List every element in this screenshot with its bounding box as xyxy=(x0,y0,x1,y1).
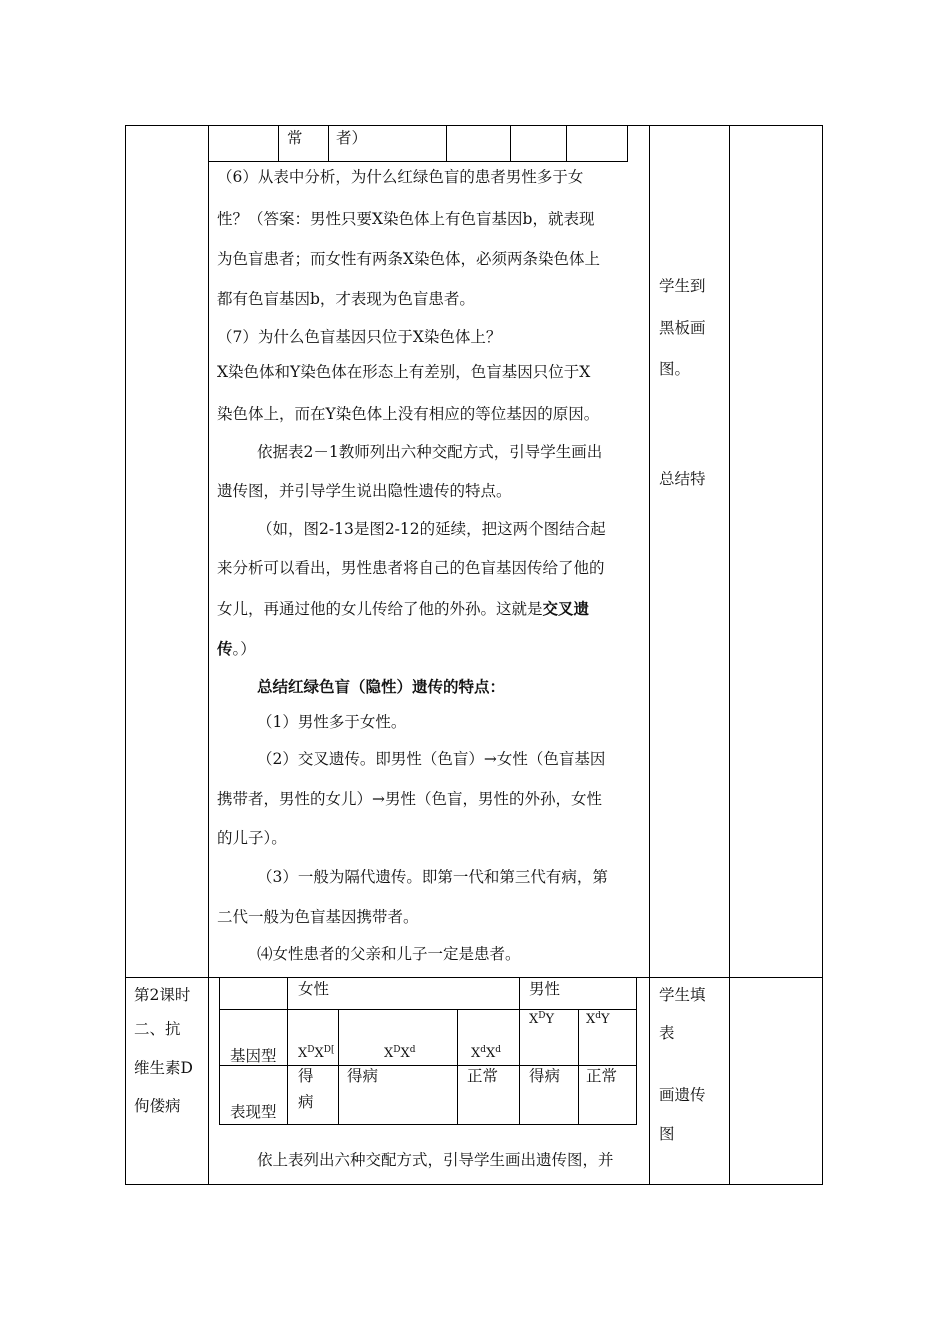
paragraph-line: 性？（答案：男性只要X染色体上有色盲基因b，就表现 xyxy=(217,210,595,228)
table-border-col1 xyxy=(208,125,209,1185)
paragraph-line: 遗传图，并引导学生说出隐性遗传的特点。 xyxy=(217,482,512,500)
paragraph-line: 的儿子）。 xyxy=(217,829,287,847)
bold-term: 交叉遗 xyxy=(542,599,590,618)
table-border-top xyxy=(125,125,823,126)
paragraph-line xyxy=(217,639,256,659)
right-note: 图。 xyxy=(659,360,691,378)
paragraph-segment: 。） xyxy=(232,640,256,658)
paragraph-segment: 女儿，再通过他的女儿传给了他的外孙。这就是 xyxy=(217,600,543,618)
right-note: 图 xyxy=(659,1125,675,1143)
right-note: 学生到 xyxy=(659,277,706,295)
table-border-left xyxy=(125,125,126,1185)
section-heading: 总结红绿色盲（隐性）遗传的特点： xyxy=(257,677,506,696)
paragraph-line: （如，图2-13是图2-12的延续，把这两个图结合起 xyxy=(257,520,606,538)
right-note: 表 xyxy=(659,1024,675,1042)
bold-term: 传 xyxy=(217,639,233,658)
right-note: 黑板画 xyxy=(659,319,706,337)
top-cell-a: 常 xyxy=(287,129,303,147)
right-note: 总结特 xyxy=(659,470,706,488)
phenotype-label: 表现型 xyxy=(230,1103,277,1121)
genotype-cell: $X^DY$ xyxy=(529,1011,555,1027)
right-note: 画遗传 xyxy=(659,1086,706,1104)
genotype-cell: $X^DX^{D[}$ xyxy=(298,1045,335,1061)
paragraph-line: 携带者，男性的女儿）→男性（色盲，男性的外孙，女性 xyxy=(217,790,602,808)
lesson-label: 维生素D xyxy=(134,1059,193,1077)
genotype-label: 基因型 xyxy=(230,1047,277,1065)
female-header: 女性 xyxy=(298,980,330,998)
lesson-label: 佝偻病 xyxy=(134,1097,181,1115)
paragraph-line: （1）男性多于女性。 xyxy=(257,713,407,731)
paragraph-line: 二代一般为色盲基因携带者。 xyxy=(217,908,419,926)
lesson2-last-line: 依上表列出六种交配方式，引导学生画出遗传图，并 xyxy=(257,1151,614,1169)
phenotype-cell: 病 xyxy=(298,1093,314,1111)
table-border-right xyxy=(822,125,823,1185)
paragraph-line: 为色盲患者；而女性有两条X染色体，必须两条染色体上 xyxy=(217,250,601,268)
phenotype-cell: 得病 xyxy=(529,1067,561,1085)
phenotype-cell: 得病 xyxy=(347,1067,379,1085)
table-border-bottom xyxy=(125,1184,823,1185)
phenotype-cell: 正常 xyxy=(586,1067,618,1085)
paragraph-line: 来分析可以看出，男性患者将自己的色盲基因传给了他的 xyxy=(217,559,605,577)
top-cell-b: 者） xyxy=(336,129,368,147)
genotype-cell: $X^dY$ xyxy=(586,1011,610,1027)
lesson-label: 二、抗 xyxy=(134,1020,181,1038)
phenotype-cell: 正常 xyxy=(467,1067,499,1085)
table-border-col2 xyxy=(649,125,650,1185)
paragraph-line xyxy=(217,599,589,619)
paragraph-line: （7）为什么色盲基因只位于X染色体上？ xyxy=(217,328,502,346)
male-header: 男性 xyxy=(529,980,561,998)
lesson-label: 第2课时 xyxy=(134,986,191,1004)
paragraph-line: （3）一般为隔代遗传。即第一代和第三代有病，第 xyxy=(257,868,608,886)
paragraph-line: X染色体和Y染色体在形态上有差别，色盲基因只位于X xyxy=(217,363,591,381)
table-border-col3 xyxy=(729,125,730,1185)
phenotype-cell: 得 xyxy=(298,1067,314,1085)
paragraph-line: （6）从表中分析，为什么红绿色盲的患者男性多于女 xyxy=(217,168,584,186)
paragraph-line: ⑷女性患者的父亲和儿子一定是患者。 xyxy=(257,945,521,963)
genotype-cell: $X^dX^d$ xyxy=(471,1045,502,1061)
paragraph-line: 染色体上，而在Y染色体上没有相应的等位基因的原因。 xyxy=(217,405,600,423)
right-note: 学生填 xyxy=(659,986,706,1004)
genotype-cell: $X^DX^d$ xyxy=(384,1045,416,1061)
paragraph-line: 都有色盲基因b，才表现为色盲患者。 xyxy=(217,290,475,308)
paragraph-line: （2）交叉遗传。即男性（色盲）→女性（色盲基因 xyxy=(257,750,606,768)
paragraph-line: 依据表2－1教师列出六种交配方式，引导学生画出 xyxy=(257,443,603,461)
